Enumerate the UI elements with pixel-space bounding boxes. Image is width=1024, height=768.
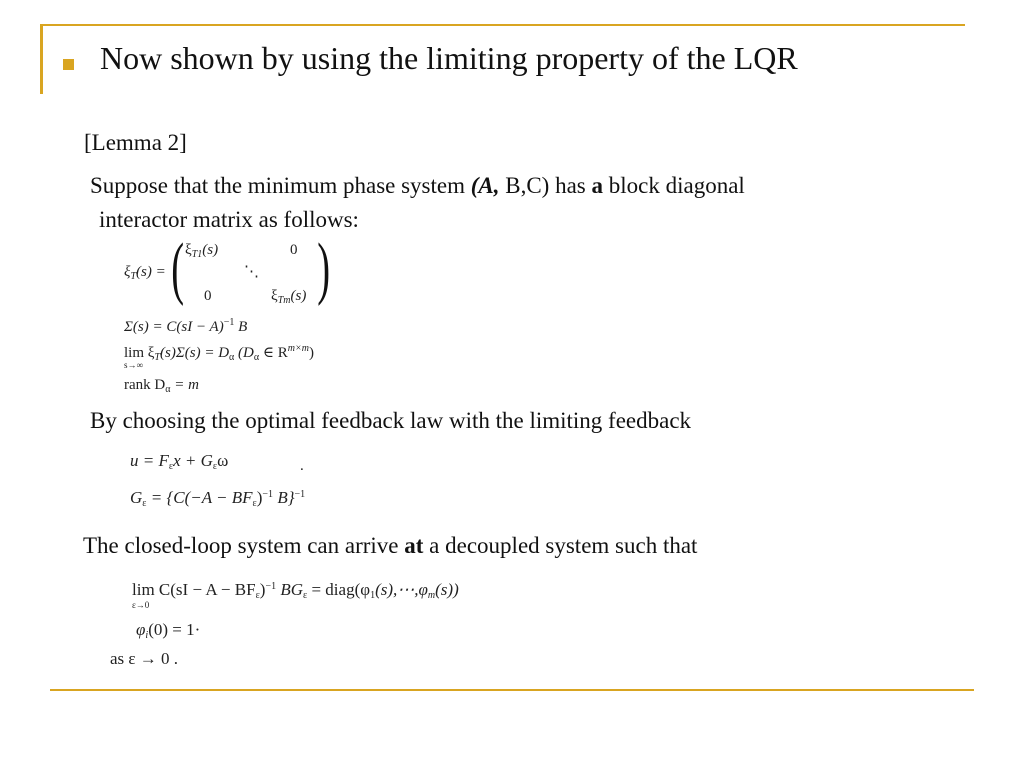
feedback-law-equation: $u = F_\varepsilon x + G_\varepsilon\omega$ [130,451,229,472]
matrix-right-paren: ) [317,230,331,307]
g-epsilon-equation: $G_\varepsilon = \{C(-A - BF_\varepsilon)^{-1}$ B}$^{-1}$ [130,488,306,509]
frame-left-rule [40,24,43,94]
rank-equation: rank $D_\alpha = m$ [124,377,199,395]
decoupled-text: a decoupled system such that [423,533,698,558]
decoupled-limit-equation: $\lim C(sI - A - BF_\varepsilon)^{-1}$ $BG_\varepsilon$ = $diag(\varphi_1(s),\cdots,\varphi_m(s))$ [132,580,459,601]
title-bullet-icon [63,59,74,70]
lemma-label: [Lemma 2] [84,130,187,155]
paragraph-closed-loop [83,533,697,559]
sigma-equation: Σ(s) = C(sI − A)$^{-1}$ B [124,317,248,335]
limit-equation: $\lim \xi_T(s)\Sigma(s) = D_\alpha$ ($D_\alpha$ ∈ $R^{m\times m}$) [124,343,314,363]
frame-bottom-rule [50,689,974,691]
phi-equation: $\varphi_i(0) = 1\cdot$ [136,620,201,641]
matrix-entry-21: 0 [204,288,212,304]
matrix-entry-22: $\xi_{Tm}(s)$ [271,288,307,306]
matrix-left-paren: ( [171,230,185,307]
limit-subscript: s→∞ [124,360,143,370]
paragraph-suppose-line2: interactor matrix as follows: [99,207,359,232]
decoupled-limit-subscript: ε→0 [132,600,150,610]
closed-loop-text: The closed-loop system can arrive [83,533,405,558]
paragraph-choosing: By choosing the optimal feedback law with the limiting feedback [90,408,692,433]
matrix-entry-11: $\xi_{T1}(s)$ [185,242,219,260]
paragraph-suppose [90,173,745,199]
block-diagonal-text: block diagonal [603,173,745,198]
frame-top-rule [40,24,965,26]
bold-a: a [591,173,603,198]
system-bc: B,C) has [499,173,592,198]
xi-t-lhs: $\xi_T(s)$ = [124,264,166,282]
slide-title: Now shown by using the limiting property of the LQR [100,40,798,76]
feedback-law-dot: . [300,458,304,474]
matrix-entry-12: 0 [290,242,298,258]
matrix-dots: ⋱ [244,264,259,280]
as-epsilon-text: as ε → 0 . [110,649,179,668]
paragraph-suppose-text: Suppose that the minimum phase system [90,173,471,198]
bold-at: at [404,533,424,558]
system-a: (A, [470,173,500,198]
